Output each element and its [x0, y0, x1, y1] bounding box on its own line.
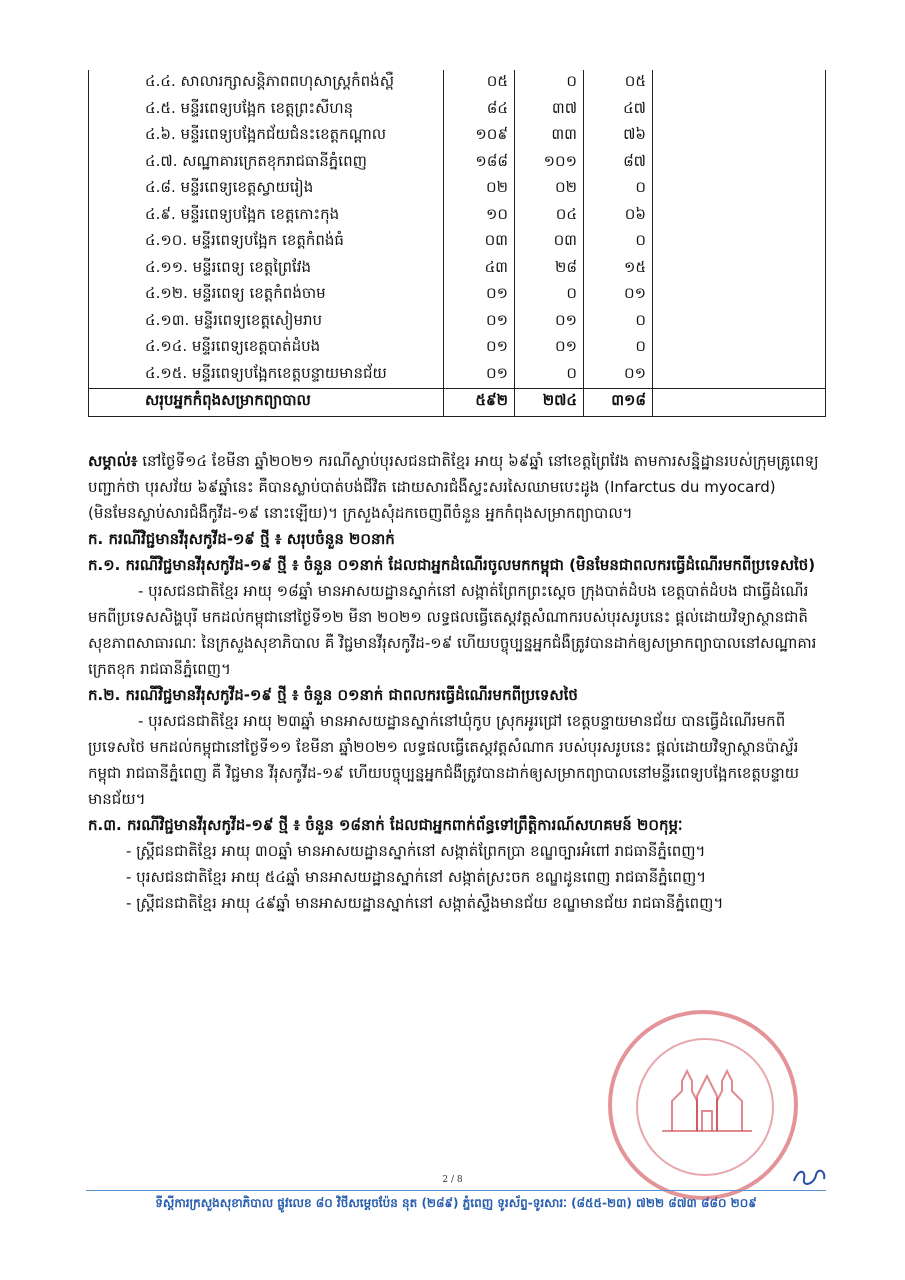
count-a: ០	[515, 282, 584, 309]
footer-address: ទីស្តីការក្រសួងសុខាភិបាល ផ្លូវលេខ ៨០ វិថីសម្តេចប៉ែន នុត (២៨៩) ភ្នំពេញ ទូរស័ព្ទ-ទូរសារៈ (៨៥៥-២៣) ៧២២ ៨៧៣ ៨៨០ ២០៩	[155, 1196, 757, 1210]
case-bullet: - ស្ត្រីជនជាតិខ្មែរ អាយុ ៣០ឆ្នាំ មានអាសយដ្ឋានស្នាក់នៅ សង្កាត់ព្រែកប្រា ខណ្ឌច្បារអំពៅ រាជធានីភ្នំពេញ។	[126, 842, 706, 860]
table-row	[89, 256, 826, 283]
page-number: 2 / 8	[442, 1175, 463, 1185]
count-a: ០	[515, 362, 584, 389]
table-row	[89, 203, 826, 230]
table-row	[89, 362, 826, 389]
official-seal-stamp	[608, 1010, 798, 1200]
total-count: ៥៩២	[444, 389, 515, 417]
count-b: ០១	[584, 282, 653, 309]
facility-name: ៤.៥. មន្ទីរពេទ្យបង្អែក ខេត្តព្រះសីហនុ	[139, 97, 444, 124]
facility-name: ៤.១២. មន្ទីរពេទ្យ ខេត្តកំពង់ចាម	[139, 282, 444, 309]
facility-name: ៤.១០. មន្ទីរពេទ្យបង្អែក ខេត្តកំពង់ធំ	[139, 229, 444, 256]
section-a1-heading: ក.១. ករណីវិជ្ជមានវីរុសកូវីដ-១៩ ថ្មី ៖ ចំនួន ០១នាក់ ដែលជាអ្នកដំណើរចូលមកកម្ពុជា (មិនមែនជាពលករធ្វើដំណើរមកពីប្រទេសថៃ)	[88, 556, 816, 574]
count-b: ៨៧	[584, 150, 653, 177]
facility-name: ៤.១៣. មន្ទីរពេទ្យខេត្តសៀមរាប	[139, 309, 444, 336]
report-body	[88, 448, 828, 916]
count-total: ០៣	[444, 229, 515, 256]
count-a: ៣៧	[515, 97, 584, 124]
facility-name: ៤.១៤. មន្ទីរពេទ្យខេត្តបាត់ដំបង	[139, 335, 444, 362]
table-total-row	[89, 389, 826, 417]
table-row	[89, 123, 826, 150]
count-b: ០៥	[584, 70, 653, 97]
count-a: ០១	[515, 335, 584, 362]
facility-name: ៤.៧. សណ្ឋាគារក្រេតខុករាជធានីភ្នំពេញ	[139, 150, 444, 177]
count-a: ០១	[515, 309, 584, 336]
count-total: ០៥	[444, 70, 515, 97]
table-row	[89, 97, 826, 124]
section-a1-paragraph: - បុរសជនជាតិខ្មែរ អាយុ ១៨ឆ្នាំ មានអាសយដ្ឋានស្នាក់នៅ សង្កាត់ព្រែកព្រះស្តេច ក្រុងបាត់ដំបង ខេត្តបាត់ដំបង ជាធ្វើដំណើរមកពីប្រទេសសិង្ហបុរី មកដល់កម្ពុជានៅថ្ងៃទី១២ មីនា ២០២១ លទ្ធផលធ្វើតេស្តវត្តសំណាករបស់បុរសរូបនេះ ផ្តល់ដោយវិទ្យាស្ថានជាតិសុខភាពសាធារណៈ នៃក្រសួងសុខាភិបាល គឺ វិជ្ជមានវីរុសកូវីដ-១៩ ហើយបច្ចុប្បន្នអ្នកជំងឺត្រូវបានដាក់ឲ្យសម្រាកព្យាបាលនៅសណ្ឋាគារក្រេតខុក រាជធានីភ្នំពេញ។	[88, 582, 817, 678]
count-b: ០	[584, 176, 653, 203]
count-b: ០	[584, 229, 653, 256]
section-a2-paragraph: - បុរសជនជាតិខ្មែរ អាយុ ២៣ឆ្នាំ មានអាសយដ្ឋានស្នាក់នៅឃុំកូប ស្រុកអូរជ្រៅ ខេត្តបន្ទាយមានជ័យ បានធ្វើដំណើរមកពីប្រទេសថៃ មកដល់កម្ពុជានៅថ្ងៃទី១១ ខែមីនា ឆ្នាំ២០២១ លទ្ធផលធ្វើតេស្តវត្តសំណាក របស់បុរសរូបនេះ ផ្តល់ដោយវិទ្យាស្ថានប៉ាស្ទ័រកម្ពុជា រាជធានីភ្នំពេញ គឺ វិជ្ជមាន វីរុសកូវីដ-១៩ ហើយបច្ចុប្បន្នអ្នកជំងឺត្រូវបានដាក់ឲ្យសម្រាកព្យាបាលនៅមន្ទីរពេទ្យបង្អែកខេត្តបន្ទាយមានជ័យ។	[88, 712, 799, 808]
count-b: ៤៧	[584, 97, 653, 124]
count-total: ១៨៨	[444, 150, 515, 177]
total-count-b: ៣១៨	[584, 389, 653, 417]
table-row	[89, 309, 826, 336]
count-b: ៧៦	[584, 123, 653, 150]
table-row	[89, 335, 826, 362]
count-b: ០	[584, 335, 653, 362]
section-a-heading: ក. ករណីវិជ្ជមានវីរុសកូវីដ-១៩ ថ្មី ៖ សរុបចំនួន ២០នាក់	[88, 530, 395, 548]
note-label: សម្គាល់៖	[88, 452, 138, 470]
count-b: ១៥	[584, 256, 653, 283]
count-a: ១០១	[515, 150, 584, 177]
count-b: ០	[584, 309, 653, 336]
facility-name: ៤.៨. មន្ទីរពេទ្យខេត្តស្វាយរៀង	[139, 176, 444, 203]
facility-name: ៤.១១. មន្ទីរពេទ្យ ខេត្តព្រៃវែង	[139, 256, 444, 283]
count-total: ០២	[444, 176, 515, 203]
table-row	[89, 282, 826, 309]
count-a: ២៨	[515, 256, 584, 283]
count-a: ០២	[515, 176, 584, 203]
count-total: ០១	[444, 335, 515, 362]
section-a3-heading: ក.៣. ករណីវិជ្ជមានវីរុសកូវីដ-១៩ ថ្មី ៖ ចំនួន ១៨នាក់ ដែលជាអ្នកពាក់ព័ន្ធទៅព្រឹត្តិការណ៍សហគមន៍ ២០កុម្ភៈ	[88, 816, 683, 834]
count-total: ៤៣	[444, 256, 515, 283]
count-b: ០១	[584, 362, 653, 389]
count-total: ១០	[444, 203, 515, 230]
section-a2-heading: ក.២. ករណីវិជ្ជមានវីរុសកូវីដ-១៩ ថ្មី ៖ ចំនួន ០១នាក់ ជាពលករធ្វើដំណើរមកពីប្រទេសថៃ	[88, 686, 578, 704]
count-b: ០៦	[584, 203, 653, 230]
facility-name: ៤.១៥. មន្ទីរពេទ្យបង្អែកខេត្តបន្ទាយមានជ័យ	[139, 362, 444, 389]
total-label: សរុបអ្នកកំពុងសម្រាកព្យាបាល	[139, 389, 444, 417]
count-a: ៣៣	[515, 123, 584, 150]
table-row	[89, 229, 826, 256]
total-count-a: ២៧៤	[515, 389, 584, 417]
count-a: ០៤	[515, 203, 584, 230]
footer-divider	[86, 1190, 826, 1191]
case-bullet: - ស្ត្រីជនជាតិខ្មែរ អាយុ ៤៩ឆ្នាំ មានអាសយដ្ឋានស្នាក់នៅ សង្កាត់ស្ទឹងមានជ័យ ខណ្ឌមានជ័យ រាជធានីភ្នំពេញ។	[126, 894, 724, 912]
facility-name: ៤.៦. មន្ទីរពេទ្យបង្អែកជ័យជំនះខេត្តកណ្តាល	[139, 123, 444, 150]
count-a: ០	[515, 70, 584, 97]
count-total: ០១	[444, 282, 515, 309]
note-paragraph	[88, 448, 828, 526]
table-row	[89, 150, 826, 177]
temple-emblem-icon	[652, 1066, 762, 1136]
facility-name: ៤.៤. សាលារក្សាសន្តិភាពពហុសាស្រ្តកំពង់ស្ពឺ	[139, 70, 444, 97]
count-total: ៨៤	[444, 97, 515, 124]
count-total: ១០៩	[444, 123, 515, 150]
count-a: ០៣	[515, 229, 584, 256]
table-row	[89, 176, 826, 203]
facility-name: ៤.៩. មន្ទីរពេទ្យបង្អែក ខេត្តកោះកុង	[139, 203, 444, 230]
isolation-table	[88, 70, 826, 417]
note-text: នៅថ្ងៃទី១៤ ខែមីនា ឆ្នាំ២០២១ ករណីស្លាប់បុរសជនជាតិខ្មែរ អាយុ ៦៩ឆ្នាំ នៅខេត្តព្រៃវែង តាមការសន្និដ្ឋានរបស់ក្រុមគ្រូពេទ្យបញ្ជាក់ថា បុរសវ័យ ៦៩ឆ្នាំនេះ គឺបានស្លាប់បាត់បង់ជីវិត ដោយសារជំងឺស្ទះសរសៃឈាមបេះដូង (Infarctus du myocard) (មិនមែនស្លាប់សារជំងឺកូវីដ-១៩ នោះឡើយ)។ ក្រសួងសុំដកចេញពីចំនួន អ្នកកំពុងសម្រាកព្យាបាល។	[88, 452, 819, 522]
count-total: ០១	[444, 362, 515, 389]
table-row	[89, 70, 826, 97]
count-total: ០១	[444, 309, 515, 336]
case-bullet: - បុរសជនជាតិខ្មែរ អាយុ ៥៤ឆ្នាំ មានអាសយដ្ឋានស្នាក់នៅ សង្កាត់ស្រះចក ខណ្ឌដូនពេញ រាជធានីភ្នំពេញ។	[126, 868, 707, 886]
